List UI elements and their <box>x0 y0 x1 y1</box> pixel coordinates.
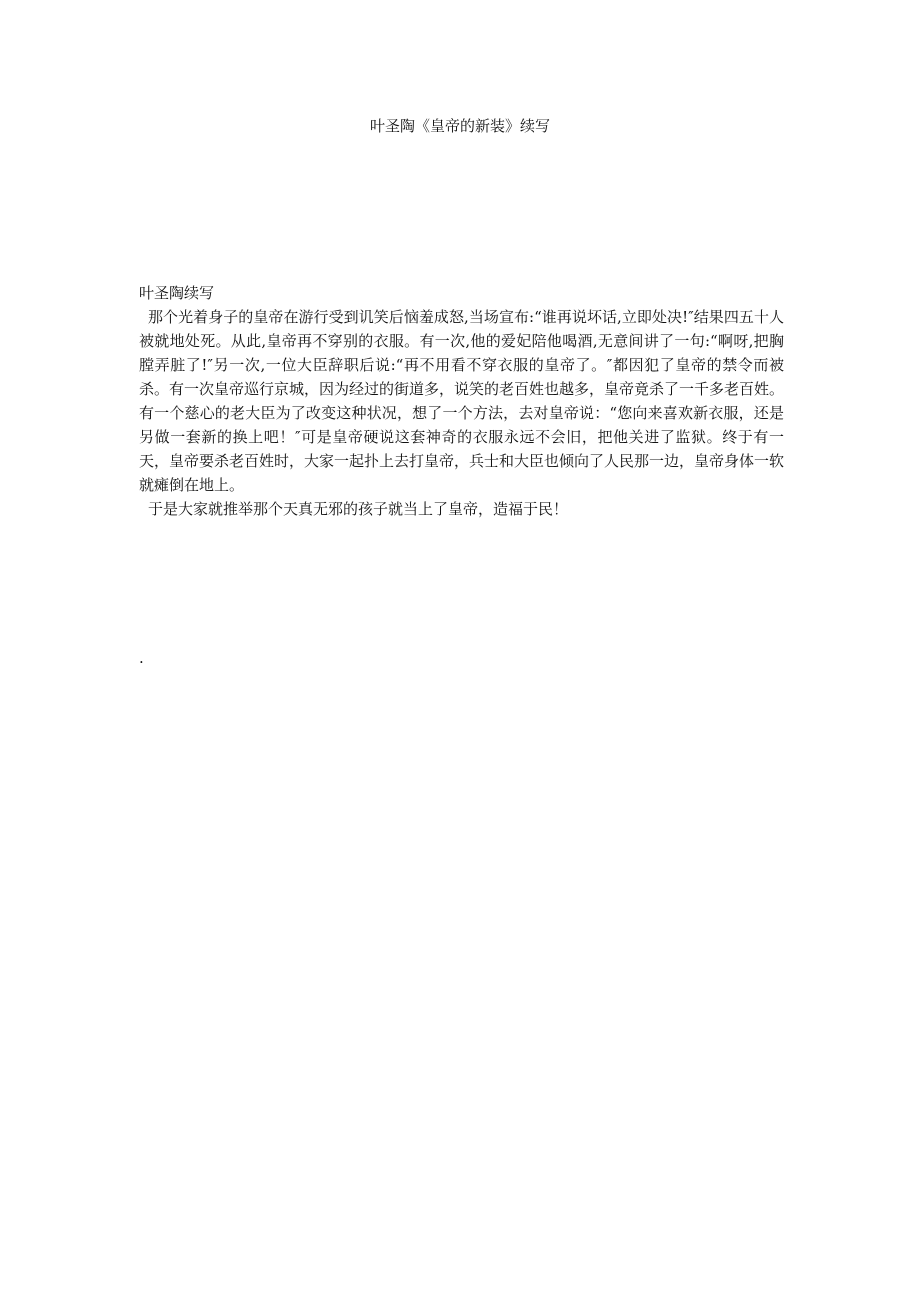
body-text <box>139 305 784 521</box>
page-title: 叶圣陶《皇帝的新装》续写 <box>369 117 550 135</box>
end-mark: . <box>139 649 144 667</box>
paragraph: 那个光着身子的皇帝在游行受到讥笑后恼羞成怒,当场宣布:“谁再说坏话,立即处决!″结果四五十人被就地处死。从此,皇帝再不穿别的衣服。有一次,他的爱妃陪他喝酒,无意间讲了一句:“啊呀,把胸膛弄脏了!″另一次,一位大臣辞职后说:“再不用看不穿衣服的皇帝了。″都因犯了皇帝的禁令而被杀。有一次皇帝巡行京城，因为经过的街道多，说笑的老百姓也越多，皇帝竟杀了一千多老百姓。有一个慈心的老大臣为了改变这种状况，想了一个方法，去对皇帝说：“您向来喜欢新衣服，还是另做一套新的换上吧！″可是皇帝硬说这套神奇的衣服永远不会旧，把他关进了监狱。终于有一天，皇帝要杀老百姓时，大家一起扑上去打皇帝，兵士和大臣也倾向了人民那一边，皇帝身体一软就瘫倒在地上。 <box>139 308 785 494</box>
section-heading: 叶圣陶续写 <box>139 284 215 302</box>
paragraph: 于是大家就推举那个天真无邪的孩子就当上了皇帝，造福于民！ <box>148 500 569 518</box>
